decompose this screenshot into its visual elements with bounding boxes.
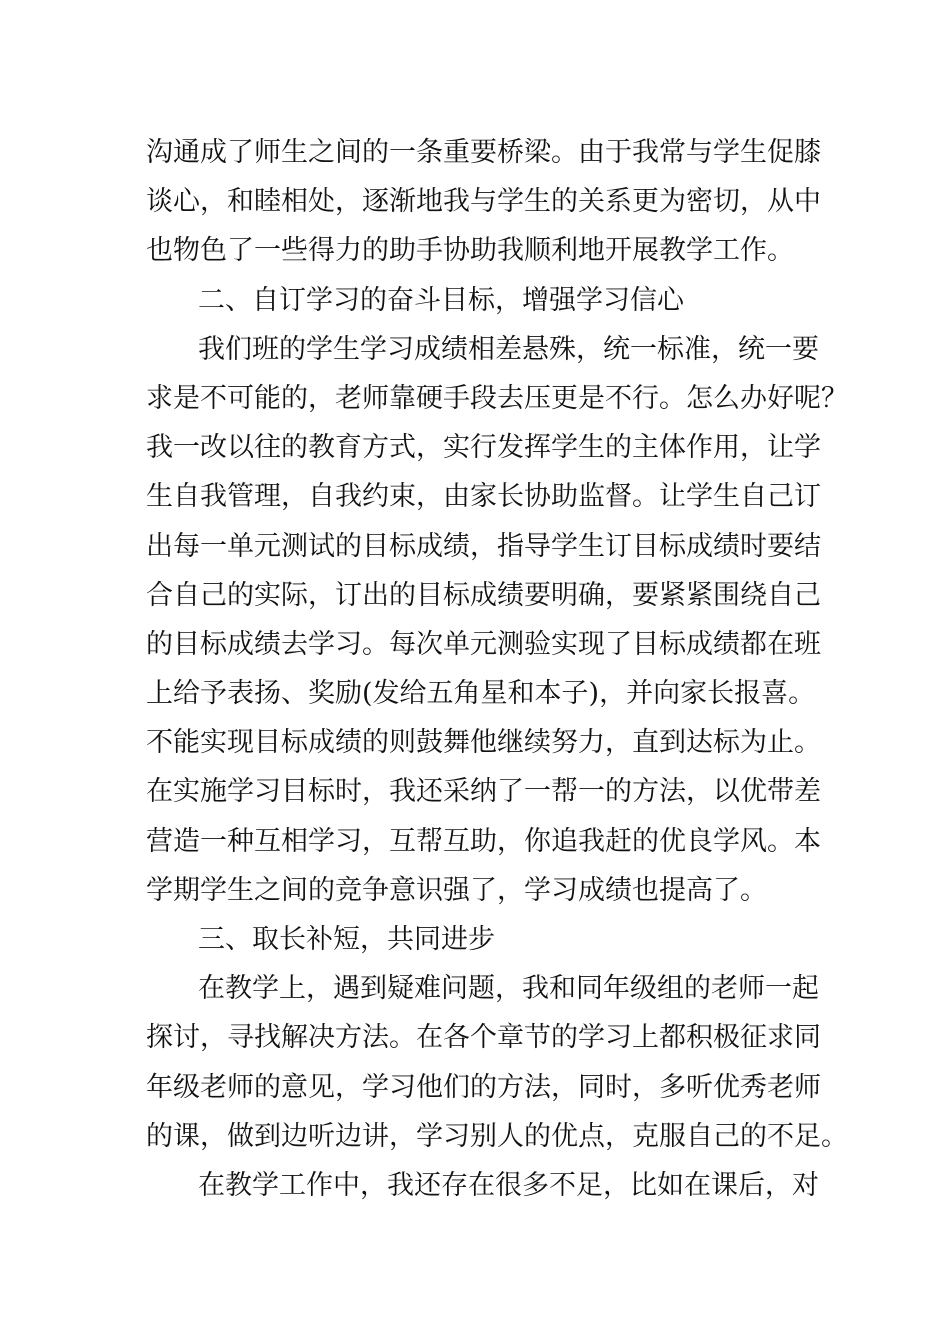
text-line: 的课，做到边听边讲，学习别人的优点，克服自己的不足。: [146, 1120, 848, 1152]
text-line: 年级老师的意见，学习他们的方法，同时，多听优秀老师: [146, 1071, 821, 1103]
text-line: 不能实现目标成绩的则鼓舞他继续努力，直到达标为止。: [146, 727, 821, 759]
text-line: 探讨，寻找解决方法。在各个章节的学习上都积极征求同: [146, 1022, 821, 1054]
text-line: 在教学工作中，我还存在很多不足，比如在课后，对: [198, 1169, 819, 1201]
text-line: 谈心，和睦相处，逐渐地我与学生的关系更为密切，从中: [146, 186, 821, 218]
text-line: 学期学生之间的竞争意识强了，学习成绩也提高了。: [146, 874, 767, 906]
text-line: 合自己的实际，订出的目标成绩要明确，要紧紧围绕自己: [146, 579, 821, 611]
text-line: 生自我管理，自我约束，由家长协助监督。让学生自己订: [146, 481, 821, 513]
text-line: 也物色了一些得力的助手协助我顺利地开展教学工作。: [146, 235, 794, 267]
text-line: 在实施学习目标时，我还采纳了一帮一的方法，以优带差: [146, 776, 821, 808]
text-line: 沟通成了师生之间的一条重要桥梁。由于我常与学生促膝: [146, 137, 821, 168]
text-line: 我们班的学生学习成绩相差悬殊，统一标准，统一要: [198, 333, 819, 365]
text-line: 在教学上，遇到疑难问题，我和同年级组的老师一起: [198, 973, 819, 1005]
text-line: 求是不可能的，老师靠硬手段去压更是不行。怎么办好呢？: [146, 382, 848, 414]
text-line: 营造一种互相学习，互帮互助，你追我赶的优良学风。本: [146, 825, 821, 857]
section-heading: 二、自订学习的奋斗目标，增强学习信心: [198, 284, 684, 316]
text-line: 的目标成绩去学习。每次单元测验实现了目标成绩都在班: [146, 628, 821, 660]
text-line: 我一改以往的教育方式，实行发挥学生的主体作用，让学: [146, 432, 821, 464]
section-heading: 三、取长补短，共同进步: [198, 924, 495, 955]
text-line: 出每一单元测试的目标成绩，指导学生订目标成绩时要结: [146, 530, 821, 562]
document-body: [146, 128, 848, 1210]
text-line: 上给予表扬、奖励(发给五角星和本子)，并向家长报喜。: [146, 678, 816, 710]
